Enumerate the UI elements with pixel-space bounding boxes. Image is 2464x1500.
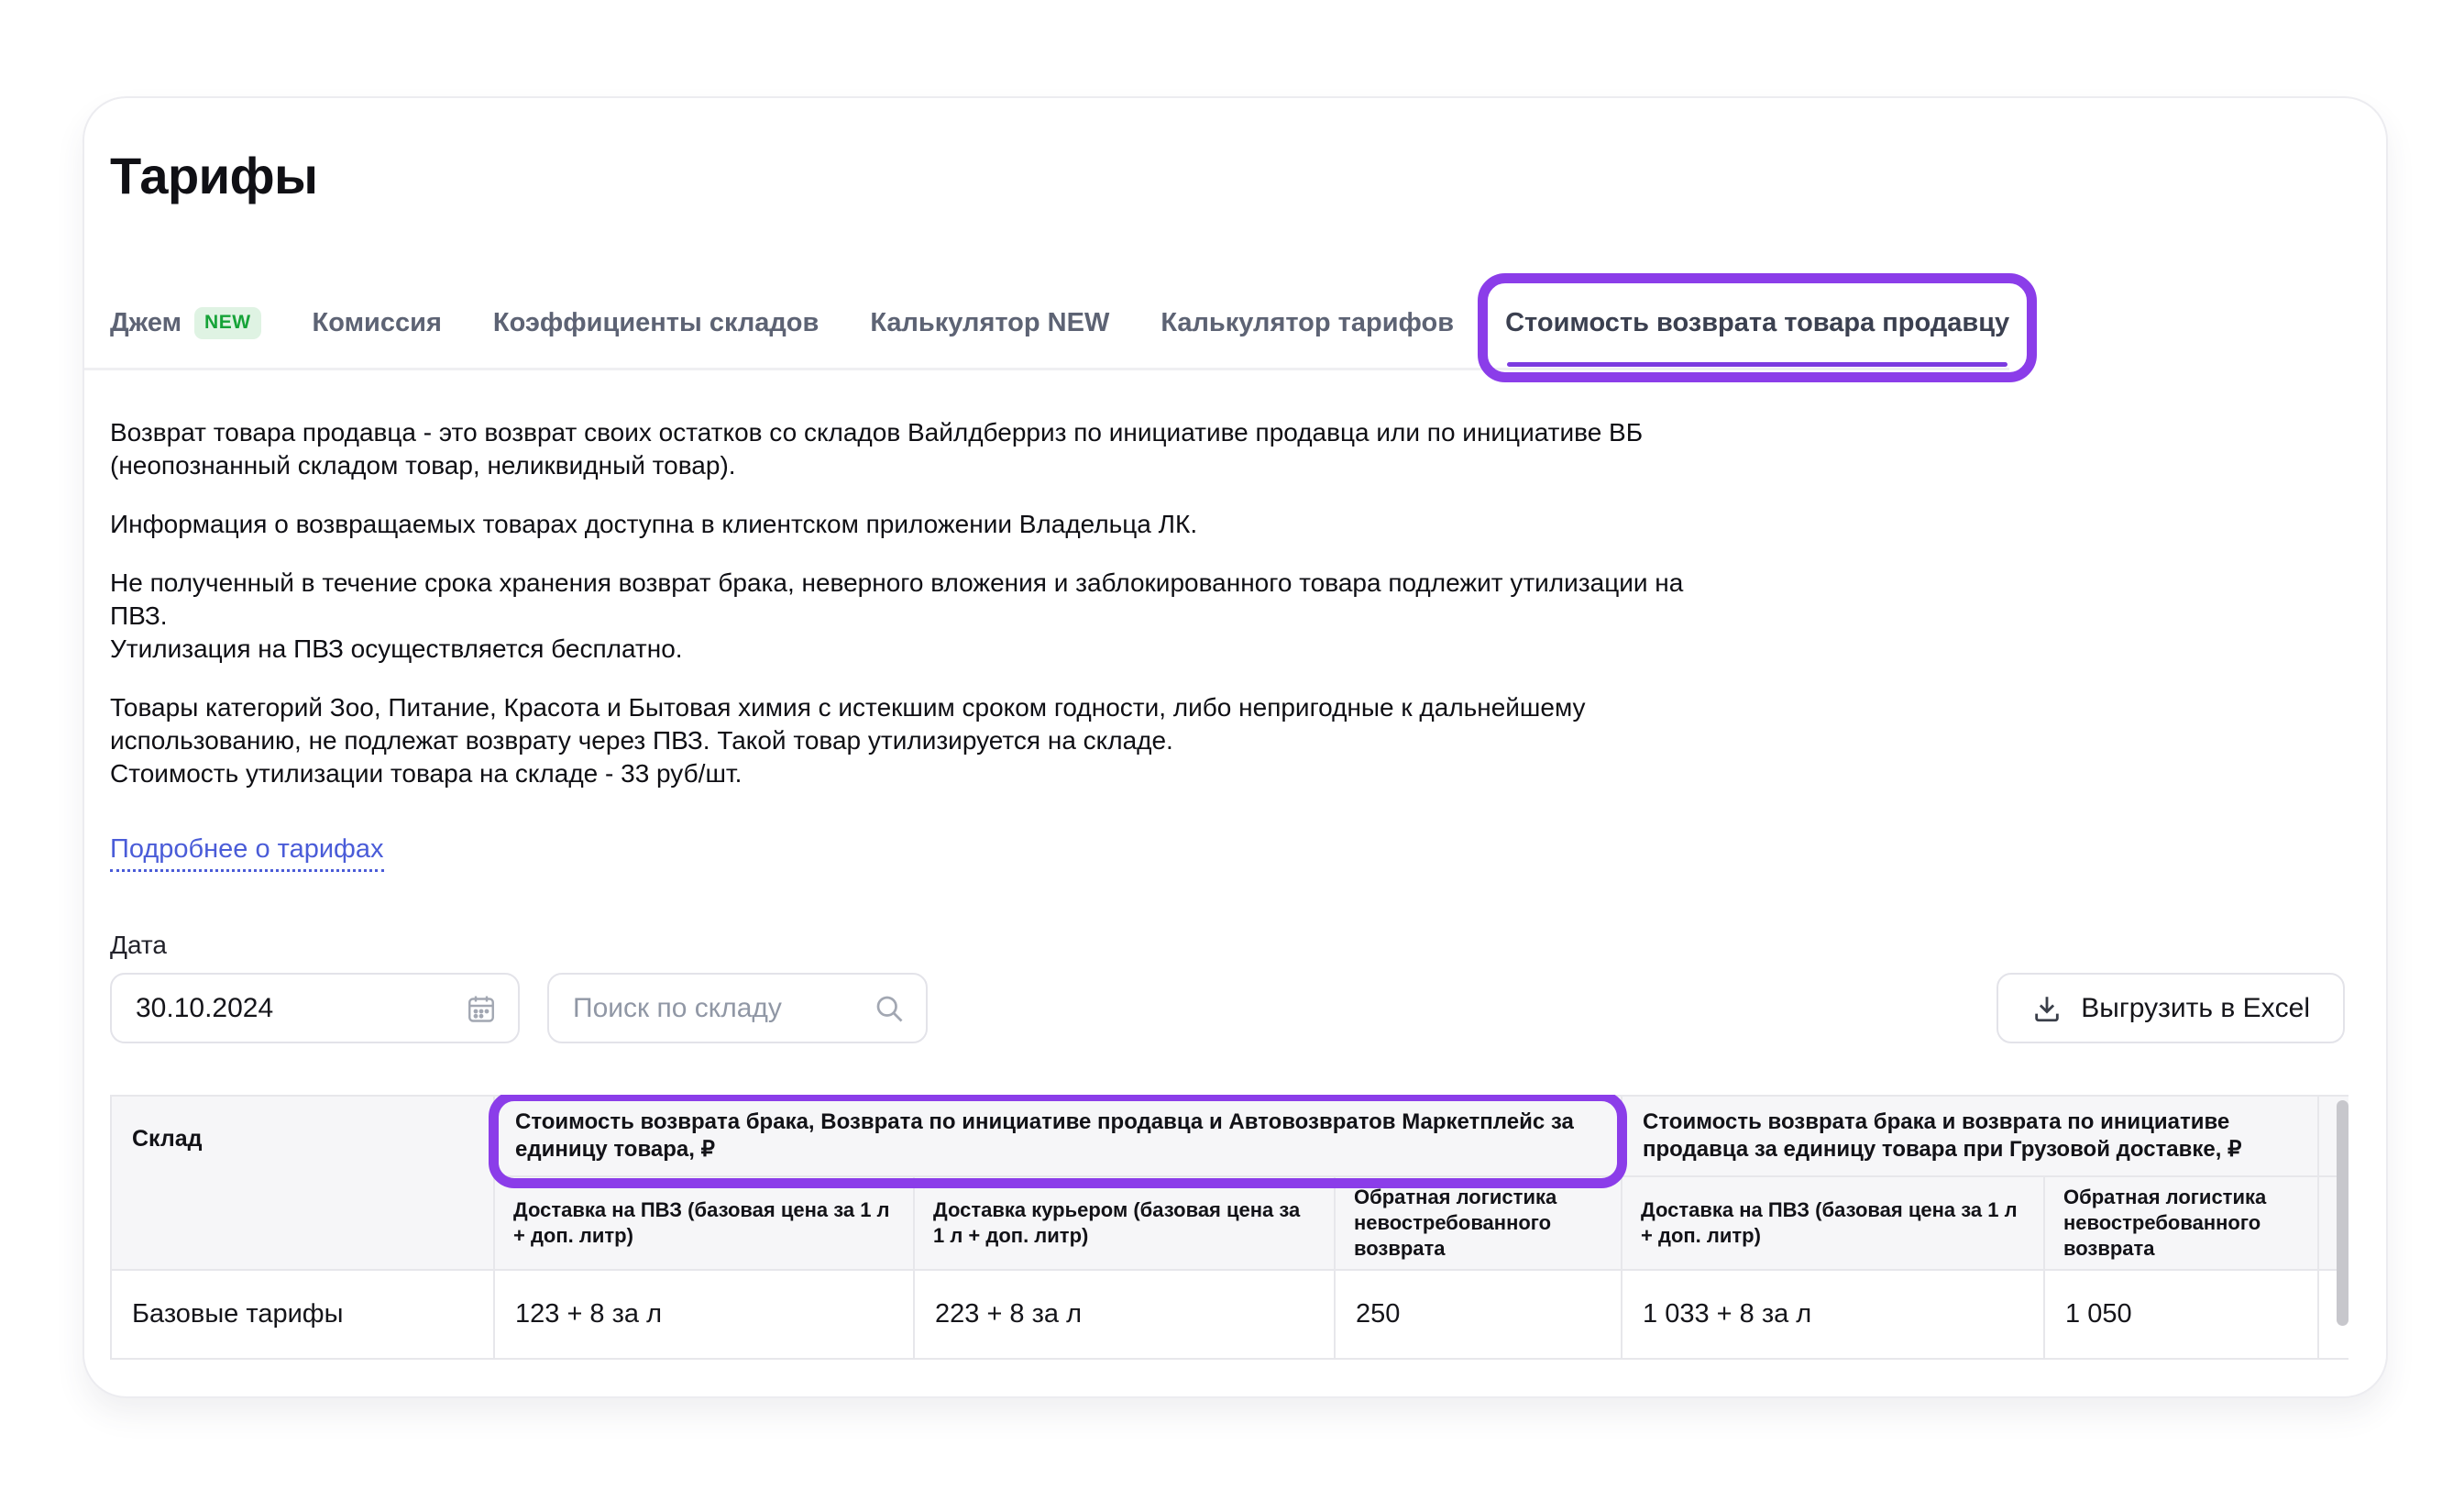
tabs-bar <box>84 308 2009 370</box>
tab-label: Калькулятор NEW <box>870 308 1110 337</box>
paragraph-return-definition <box>110 416 2345 482</box>
controls-row <box>110 931 2345 1043</box>
tab-kalkulyator-tarifov[interactable] <box>1160 308 1454 338</box>
intro-text <box>110 416 2345 790</box>
text-line: Утилизация на ПВЗ осуществляется бесплатно. <box>110 634 683 663</box>
sub-header-delivery-courier: Доставка курьером (базовая цена за 1 л + доп. литр) <box>914 1176 1335 1270</box>
sub-header-delivery-pvz: Доставка на ПВЗ (базовая цена за 1 л + доп. литр) <box>494 1176 914 1270</box>
tariffs-table <box>110 1095 2348 1360</box>
text-line: Информация о возвращаемых товарах доступна в клиентском приложении Владельца ЛК. <box>110 510 1198 538</box>
tab-stoimost-vozvrata-tovara[interactable] <box>1505 308 2009 338</box>
search-icon[interactable] <box>873 992 906 1025</box>
tab-komissiya[interactable] <box>313 308 442 338</box>
date-field-group <box>110 931 520 1043</box>
download-icon <box>2031 993 2062 1024</box>
tariffs-card <box>82 96 2388 1398</box>
paragraph-categories-utilization <box>110 691 2345 790</box>
tab-label: Коэффициенты складов <box>492 308 820 337</box>
column-header-warehouse: Склад <box>111 1096 494 1270</box>
export-excel-button[interactable] <box>1996 973 2345 1043</box>
more-about-tariffs-link[interactable]: Подробнее о тарифах <box>110 834 384 872</box>
text-line: Возврат товара продавца - это возврат своих остатков со складов Вайлдберриз по инициативе продавца или по инициативе ВБ <box>110 418 1644 447</box>
table-scrollbar-thumb[interactable] <box>2337 1100 2348 1326</box>
group-header-text: Стоимость возврата брака, Возврата по инициативе продавца и Автовозвратов Маркетплейс за единицу товара, ₽ <box>515 1109 1574 1162</box>
tab-label: Джем <box>110 308 182 337</box>
group-header-marketplace-return <box>494 1096 1622 1176</box>
warehouse-search-input[interactable] <box>549 975 926 1042</box>
text-line: ПВЗ. <box>110 601 168 630</box>
group-header-text: Стоимость возврата брака и возврата по инициативе продавца за единицу товара при Грузовой доставке, ₽ <box>1643 1109 2242 1162</box>
sub-header-reverse-logistics: Обратная логистика невостребованного возврата <box>1335 1176 1622 1270</box>
cell-reverse-logistics-cargo: 1 050 <box>2044 1270 2318 1359</box>
sub-header-delivery-pvz-cargo: Доставка на ПВЗ (базовая цена за 1 л + доп. литр) <box>1622 1176 2044 1270</box>
text-line: Стоимость утилизации товара на складе - 33 руб/шт. <box>110 759 742 788</box>
new-badge: NEW <box>194 307 261 339</box>
text-line: Товары категорий Зоо, Питание, Красота и Бытовая химия с истекшим сроком годности, либо непригодные к дальнейшему <box>110 693 1586 722</box>
text-line: (неопознанный складом товар, неликвидный товар). <box>110 451 736 480</box>
tab-koefficienty-skladov[interactable] <box>493 308 819 338</box>
tab-label: Калькулятор тарифов <box>1160 308 1455 337</box>
tab-dzhem[interactable] <box>110 308 261 342</box>
text-line: Не полученный в течение срока хранения возврат брака, неверного вложения и заблокированного товара подлежит утилизации на <box>110 568 1684 597</box>
group-header-cargo-return <box>1622 1096 2318 1176</box>
tab-kalkulyator-new[interactable] <box>870 308 1109 338</box>
active-tab-underline <box>1507 362 2008 367</box>
page-title: Тарифы <box>110 147 318 204</box>
date-input-box <box>110 973 520 1043</box>
date-label: Дата <box>110 931 168 959</box>
tariffs-table-container <box>110 1095 2348 1360</box>
sub-header-reverse-logistics-cargo: Обратная логистика невостребованного возврата <box>2044 1176 2318 1270</box>
paragraph-utilization-pvz <box>110 567 2345 666</box>
date-input[interactable] <box>112 975 518 1042</box>
warehouse-search-box <box>547 973 928 1043</box>
group-header-row <box>111 1096 2348 1176</box>
tab-label: Комиссия <box>312 308 442 337</box>
calendar-icon[interactable] <box>465 992 498 1025</box>
row-label: Базовые тарифы <box>111 1270 494 1359</box>
table-row-base-tariffs <box>111 1270 2348 1359</box>
text-line: использованию, не подлежат возврату через ПВЗ. Такой товар утилизируется на складе. <box>110 726 1173 755</box>
export-excel-label: Выгрузить в Excel <box>2081 992 2310 1023</box>
cell-delivery-pvz-cargo: 1 033 + 8 за л <box>1622 1270 2044 1359</box>
paragraph-info-app <box>110 508 2345 541</box>
cell-delivery-courier: 223 + 8 за л <box>914 1270 1335 1359</box>
cell-delivery-pvz: 123 + 8 за л <box>494 1270 914 1359</box>
cell-reverse-logistics: 250 <box>1335 1270 1622 1359</box>
tab-label: Стоимость возврата товара продавцу <box>1505 308 2010 337</box>
